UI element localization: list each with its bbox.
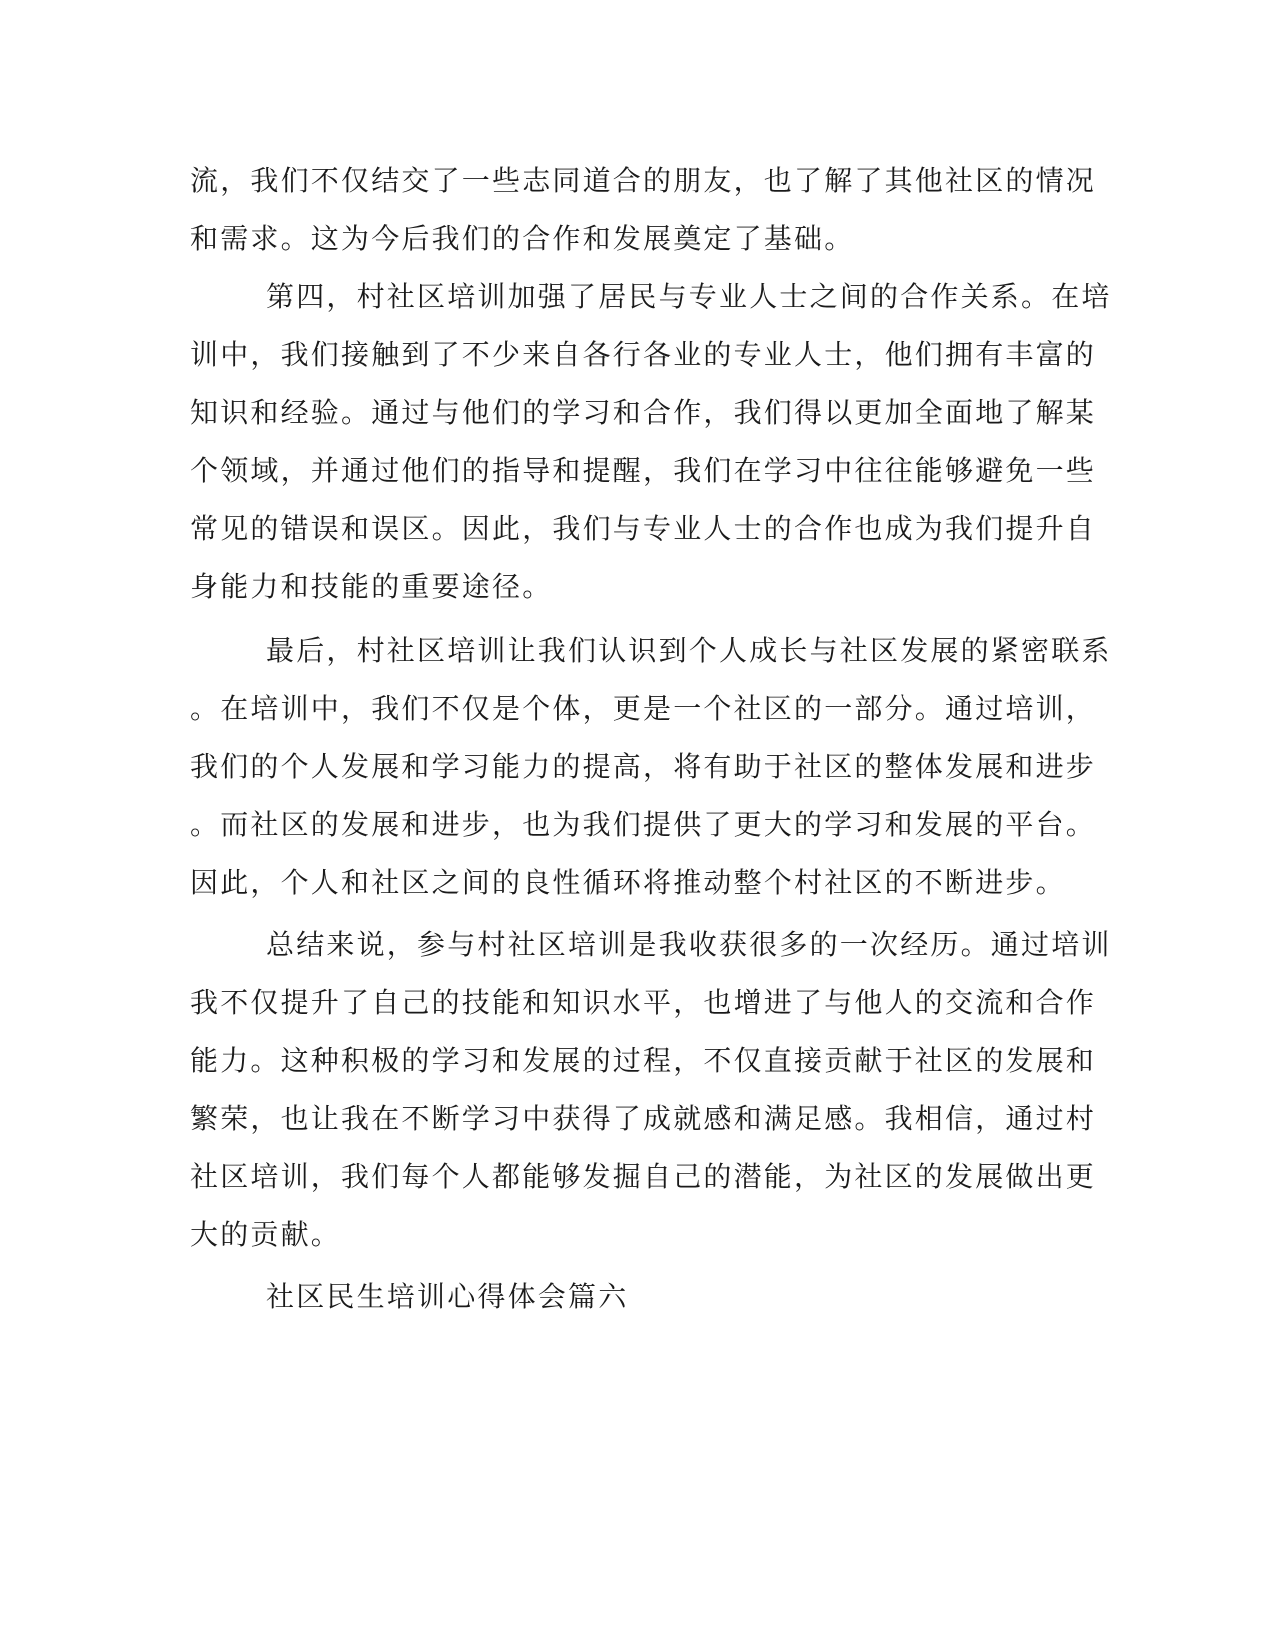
text-line: 个领域，并通过他们的指导和提醒，我们在学习中往往能够避免一些 — [190, 454, 1097, 487]
text-line: 因此，个人和社区之间的良性循环将推动整个村社区的不断进步。 — [190, 866, 1066, 899]
text-line: 繁荣，也让我在不断学习中获得了成就感和满足感。我相信，通过村 — [190, 1102, 1097, 1135]
text-line: 。而社区的发展和进步，也为我们提供了更大的学习和发展的平台。 — [190, 808, 1097, 841]
text-line: 训中，我们接触到了不少来自各行各业的专业人士，他们拥有丰富的 — [190, 338, 1097, 371]
text-line: 身能力和技能的重要途径。 — [190, 570, 553, 603]
text-line: 我们的个人发展和学习能力的提高，将有助于社区的整体发展和进步 — [190, 750, 1097, 783]
text-line: 流，我们不仅结交了一些志同道合的朋友，也了解了其他社区的情况 — [190, 164, 1097, 197]
paragraph-first-line: 第四，村社区培训加强了居民与专业人士之间的合作关系。在培 — [266, 280, 1112, 313]
text-line: 常见的错误和误区。因此，我们与专业人士的合作也成为我们提升自 — [190, 512, 1097, 545]
text-line: 。在培训中，我们不仅是个体，更是一个社区的一部分。通过培训， — [190, 692, 1097, 725]
paragraph-first-line: 最后，村社区培训让我们认识到个人成长与社区发展的紧密联系 — [266, 634, 1112, 667]
text-line: 能力。这种积极的学习和发展的过程，不仅直接贡献于社区的发展和 — [190, 1044, 1097, 1077]
paragraph-first-line: 总结来说，参与村社区培训是我收获很多的一次经历。通过培训 — [266, 928, 1112, 961]
section-heading: 社区民生培训心得体会篇六 — [266, 1280, 629, 1313]
text-line: 我不仅提升了自己的技能和知识水平，也增进了与他人的交流和合作 — [190, 986, 1097, 1019]
text-line: 和需求。这为今后我们的合作和发展奠定了基础。 — [190, 222, 855, 255]
text-line: 大的贡献。 — [190, 1218, 342, 1251]
text-line: 社区培训，我们每个人都能够发掘自己的潜能，为社区的发展做出更 — [190, 1160, 1097, 1193]
text-line: 知识和经验。通过与他们的学习和合作，我们得以更加全面地了解某 — [190, 396, 1097, 429]
